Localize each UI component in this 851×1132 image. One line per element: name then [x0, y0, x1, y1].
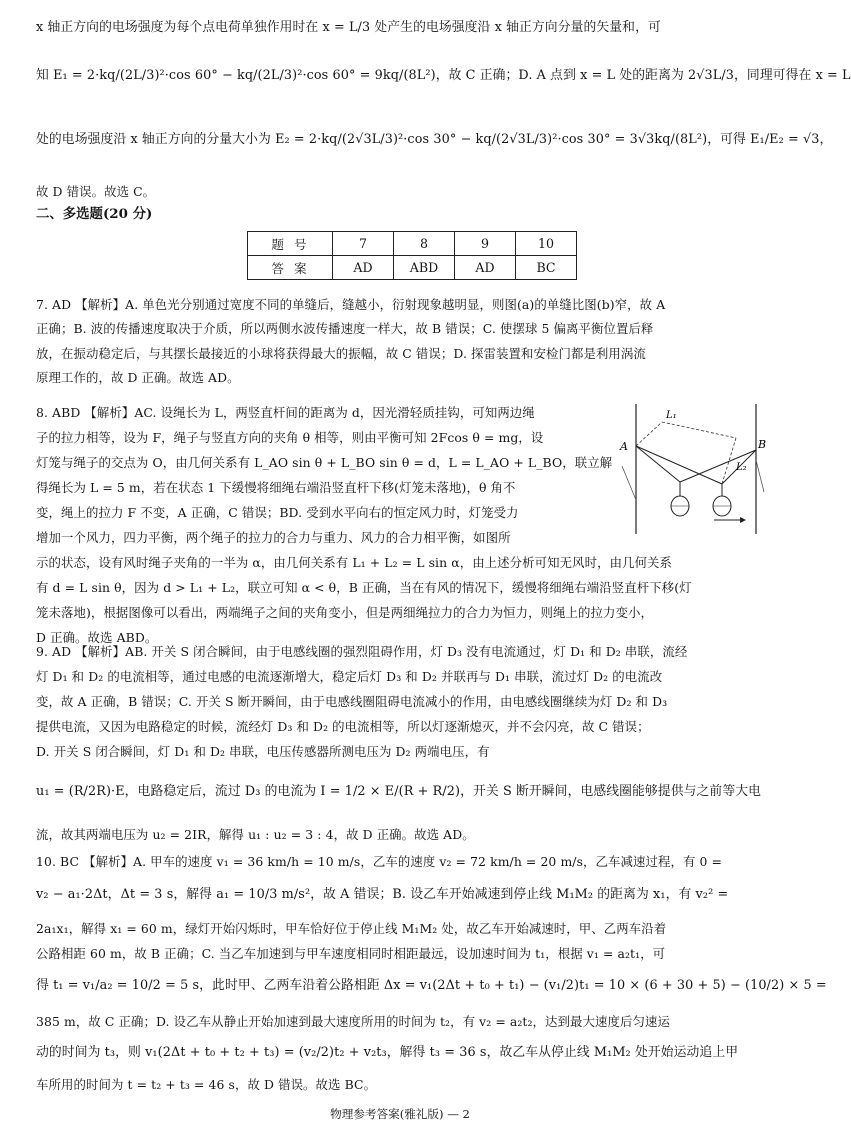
q7-line-3: 放，在振动稳定后，与其摆长最接近的小球将获得最大的振幅，故 C 错误；D. 探雷装置和安检门都是利用涡流: [36, 346, 646, 361]
label-l2: L₂: [736, 462, 747, 473]
q10-line-7: 动的时间为 t₃，则 v₁(2Δt + t₀ + t₂ + t₃) = (v₂/2)t₂ + v₂t₃，解得 t₃ = 36 s，故乙车从停止线 M₁M₂ 处开始运动追上甲: [36, 1045, 739, 1060]
page-footer: 物理参考答案(雅礼版) — 2: [330, 1107, 470, 1121]
answer-table-number-row: [248, 232, 577, 256]
q10-line-2: v₂ − a₁·2Δt，Δt = 3 s，解得 a₁ = 10/3 m/s²，故 A 错误；B. 设乙车开始减速到停止线 M₁M₂ 的距离为 x₁，有 v₂² =: [36, 887, 729, 902]
hatch-line: [622, 466, 636, 500]
q6-continuation-line-4: 故 D 错误。故选 C。: [36, 184, 156, 199]
answer-7: AD: [333, 256, 394, 280]
label-l1: L₁: [666, 410, 677, 421]
answer-8: ABD: [394, 256, 455, 280]
q8-line-3: 灯笼与绳子的交点为 O，由几何关系有 L_AO sin θ + L_BO sin θ = d，L = L_AO + L_BO，联立解: [36, 455, 613, 470]
guide-line-2: [662, 422, 736, 438]
q9-line-3: 变，故 A 正确，B 错误；C. 开关 S 断开瞬间，由于电感线圈阻碍电流减小的作用，由电感线圈继续为灯 D₂ 和 D₃: [36, 694, 668, 709]
answer-table: [247, 231, 577, 280]
rope-a-left: [636, 446, 680, 482]
q8-line-4: 得绳长为 L = 5 m，若在状态 1 下缓慢将细绳右端沿竖直杆下移(灯笼未落地)，θ 角不: [36, 480, 516, 495]
q9-line-1: 9. AD 【解析】AB. 开关 S 闭合瞬间，由于电感线圈的强烈阻碍作用，灯 D₃ 没有电流通过，灯 D₁ 和 D₂ 串联，流经: [36, 644, 688, 659]
q10-line-1: 10. BC 【解析】A. 甲车的速度 v₁ = 36 km/h = 10 m/s，乙车的速度 v₂ = 72 km/h = 20 m/s，乙车减速过程，有 0 =: [36, 854, 722, 869]
q9-line-7: 流，故其两端电压为 u₂ = 2IR，解得 u₁ : u₂ = 3 : 4，故 D 正确。故选 AD。: [36, 827, 475, 842]
q10-line-6: 385 m，故 C 正确；D. 设乙车从静止开始加速到最大速度所用的时间为 t₂，有 v₂ = a₂t₂，达到最大速度后匀速运: [36, 1014, 670, 1029]
q8-line-6: 增加一个风力，四力平衡，两个绳子的拉力的合力与重力、风力的合力相平衡，如图所: [36, 530, 511, 545]
q7-line-2: 正确；B. 波的传播速度取决于介质，所以两侧水波传播速度一样大，故 B 错误；C. 使摆球 5 偏离平衡位置后释: [36, 321, 654, 336]
q8-line-10: D 正确。故选 ABD。: [36, 630, 158, 645]
question-number-10: 10: [516, 232, 577, 256]
q6-continuation-line-2: 知 E₁ = 2·kq/(2L/3)²·cos 60° − kq/(2L/3)²·cos 60° = 9kq/(8L²)，故 C 正确；D. A 点到 x = L 处的距离为 2√3L/3，同理可得在 x = L: [36, 68, 851, 83]
wind-arrowhead-icon: [740, 517, 746, 523]
q8-line-9: 笼未落地)，根据图像可以看出，两端绳子之间的夹角变小，但是两细绳拉力的合力为恒力，则绳上的拉力变小，: [36, 605, 653, 620]
answer-9: AD: [455, 256, 516, 280]
label-b: B: [758, 438, 767, 451]
q8-line-5: 变，绳上的拉力 F 不变，A 正确，C 错误；BD. 受到水平向右的恒定风力时，灯笼受力: [36, 505, 519, 520]
q10-line-3: 2a₁x₁，解得 x₁ = 60 m，绿灯开始闪烁时，甲车恰好位于停止线 M₁M₂ 处，故乙车开始减速时，甲、乙两车沿着: [36, 921, 667, 936]
q6-continuation-line-3: 处的电场强度沿 x 轴正方向的分量大小为 E₂ = 2·kq/(2√3L/3)²·cos 30° − kq/(2√3L/3)²·cos 30° = 3√3kq/(8L²)，可得 E₁/E₂ = √3，: [36, 132, 833, 147]
number-header: 题号: [248, 232, 333, 256]
answer-header: 答案: [248, 256, 333, 280]
guide-line: [636, 422, 662, 446]
q10-line-4: 公路相距 60 m，故 B 正确；C. 当乙车加速到与甲车速度相同时相距最远，设加速时间为 t₁，根据 v₁ = a₂t₁，可: [36, 946, 666, 961]
answer-table-answer-row: [248, 256, 577, 280]
q9-line-4: 提供电流，又因为电路稳定的时候，流经灯 D₃ 和 D₂ 的电流相等，所以灯逐渐熄灭，并不会闪亮，故 C 错误；: [36, 719, 650, 734]
hatch-line-2: [756, 460, 764, 492]
section-title: 二、多选题(20 分): [36, 206, 153, 222]
q10-line-8: 车所用的时间为 t = t₂ + t₃ = 46 s，故 D 错误。故选 BC。: [36, 1077, 377, 1092]
q9-line-2: 灯 D₁ 和 D₂ 的电流相等，通过电感的电流逐渐增大，稳定后灯 D₃ 和 D₂ 并联再与 D₁ 串联，流过灯 D₂ 的电流改: [36, 669, 663, 684]
q8-line-8: 有 d = L sin θ，因为 d > L₁ + L₂，联立可知 α < θ，B 正确，当在有风的情况下，缓慢将细绳右端沿竖直杆下移(灯: [36, 580, 692, 595]
question-number-7: 7: [333, 232, 394, 256]
answer-10: BC: [516, 256, 577, 280]
q8-line-7: 示的状态，设有风时绳子夹角的一半为 α，由几何关系有 L₁ + L₂ = L sin α，由上述分析可知无风时，由几何关系: [36, 555, 673, 570]
q8-line-2: 子的拉力相等，设为 F，绳子与竖直方向的夹角 θ 相等，则由平衡可知 2Fcos θ = mg，设: [36, 430, 544, 445]
q9-line-6: u₁ = (R/2R)·E，电路稳定后，流过 D₃ 的电流为 I = 1/2 × E/(R + R/2)，开关 S 断开瞬间，电感线圈能够提供与之前等大电: [36, 784, 762, 799]
q10-line-5: 得 t₁ = v₁/a₂ = 10/2 = 5 s，此时甲、乙两车沿着公路相距 Δx = v₁(2Δt + t₀ + t₁) − (v₁/2)t₁ = 10 × (6 + 30 + 5) − (10/2) × 5 =: [36, 978, 827, 993]
lantern-rope-figure: [618, 400, 768, 538]
question-number-8: 8: [394, 232, 455, 256]
label-a: A: [620, 440, 628, 453]
q8-line-1: 8. ABD 【解析】AC. 设绳长为 L，两竖直杆间的距离为 d，因光滑轻质挂钩，可知两边绳: [36, 405, 535, 420]
question-number-9: 9: [455, 232, 516, 256]
q7-line-4: 原理工作的，故 D 正确。故选 AD。: [36, 370, 240, 385]
rope-a-right: [636, 446, 722, 484]
q9-line-5: D. 开关 S 闭合瞬间，灯 D₁ 和 D₂ 串联，电压传感器所测电压为 D₂ 两端电压，有: [36, 744, 490, 759]
q6-continuation-line-1: x 轴正方向的电场强度为每个点电荷单独作用时在 x = L/3 处产生的电场强度沿 x 轴正方向分量的矢量和，可: [36, 20, 661, 35]
q7-line-1: 7. AD 【解析】A. 单色光分别通过宽度不同的单缝后，缝越小，衍射现象越明显，则图(a)的单缝比图(b)窄，故 A: [36, 297, 666, 312]
